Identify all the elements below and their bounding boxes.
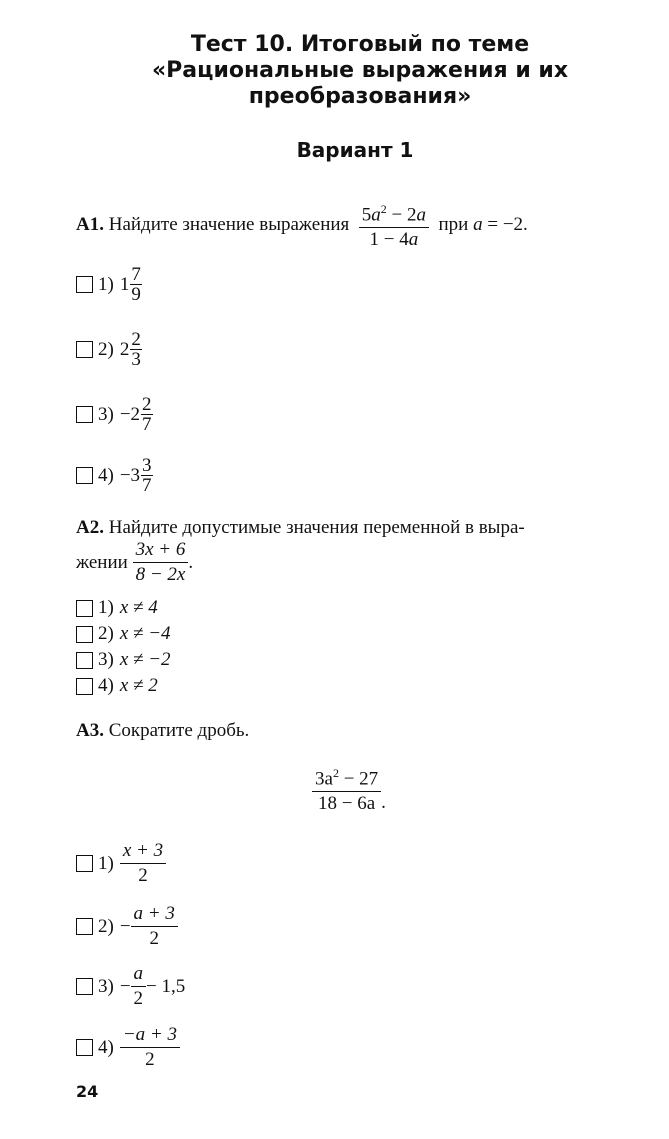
a1-option-2[interactable]: 2) 2 $\frac{2}{3}$ [76,330,142,369]
a2-expression-line: жении $\frac{3x + 6}{8 - 2x}$ . [76,539,194,585]
title-line-3: преобразования» [248,84,472,109]
checkbox[interactable] [76,918,93,935]
fraction: $\frac{x + 3}{2}$ [120,840,166,887]
page-number: 24 [76,1082,99,1101]
a3-expression: $\frac{3a^2 - 27}{18 - 6a}$ . [312,762,386,815]
fraction: $\frac{-a + 3}{2}$ [120,1024,180,1071]
a1-label: А1. [76,213,104,235]
mixed-number: 1 $\frac{7}{9}$ [119,264,141,305]
checkbox[interactable] [76,978,93,995]
question-a2 [76,516,646,540]
a1-option-4[interactable]: 4) −3 $\frac{3}{7}$ [76,456,153,495]
a1-text: Найдите значение выражения [108,213,350,235]
checkbox[interactable] [76,276,93,293]
checkbox[interactable] [76,600,93,617]
a3-text: Сократите дробь. [108,720,250,741]
a1-tail: при a = −2. [438,213,528,235]
a1-expression: $\frac{5a^2 - 2a}{1 - 4a}$ [359,198,429,251]
checkbox[interactable] [76,341,93,358]
page-title [120,32,600,110]
a1-option-1[interactable]: 1) 1 $\frac{7}{9}$ [76,265,142,304]
checkbox[interactable] [76,406,93,423]
a2-option-3[interactable]: 3) x ≠ −2 [76,649,171,671]
question-a1 [76,198,656,251]
question-a3 [76,719,249,743]
a1-option-3[interactable]: 3) −2 $\frac{2}{7}$ [76,395,153,434]
title-line-1: Тест 10. Итоговый по теме [190,32,530,57]
a2-expression: $\frac{3x + 6}{8 - 2x}$ [133,539,189,586]
a2-option-1[interactable]: 1) x ≠ 4 [76,597,158,619]
mixed-number: −3 $\frac{3}{7}$ [119,455,152,496]
a3-option-3[interactable]: 3) − $\frac{a}{2}$ − 1,5 [76,963,185,1010]
a2-label: А2. [76,517,104,538]
a3-option-4[interactable]: 4) $\frac{-a + 3}{2}$ [76,1024,180,1071]
a2-text-1: Найдите допустимые значения переменной в выра- [108,517,525,538]
checkbox[interactable] [76,467,93,484]
a2-text-2: жении [76,551,128,573]
checkbox[interactable] [76,1039,93,1056]
a3-option-1[interactable]: 1) $\frac{x + 3}{2}$ [76,840,166,887]
a2-option-2[interactable]: 2) x ≠ −4 [76,623,171,645]
a3-label: А3. [76,720,104,741]
fraction: $\frac{a + 3}{2}$ [131,903,178,950]
checkbox[interactable] [76,855,93,872]
checkbox[interactable] [76,626,93,643]
variant-heading: Вариант 1 [296,138,414,162]
a2-option-4[interactable]: 4) x ≠ 2 [76,675,158,697]
checkbox[interactable] [76,678,93,695]
mixed-number: 2 $\frac{2}{3}$ [119,329,141,370]
title-line-2: «Рациональные выражения и их [151,58,569,83]
fraction: $\frac{a}{2}$ [131,963,147,1010]
a3-option-2[interactable]: 2) − $\frac{a + 3}{2}$ [76,903,178,950]
mixed-number: −2 $\frac{2}{7}$ [119,394,152,435]
checkbox[interactable] [76,652,93,669]
